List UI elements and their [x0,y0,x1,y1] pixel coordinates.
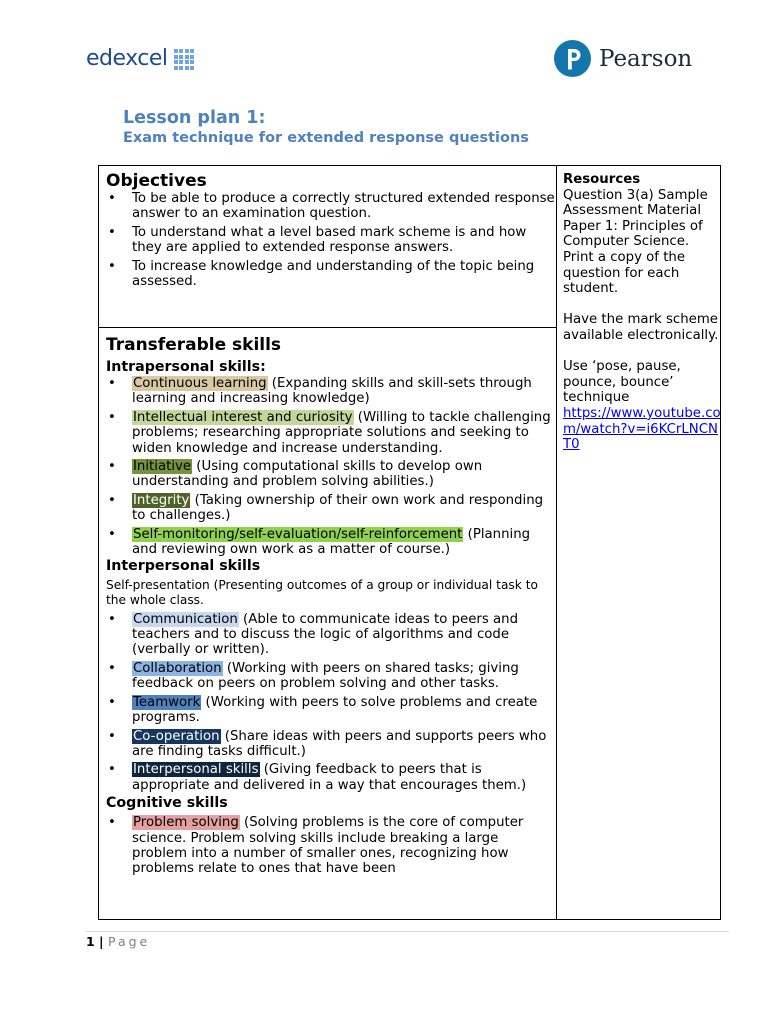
skill-description: (Taking ownership of their own work and responding to challenges.) [132,492,544,524]
resources-cell [563,172,721,453]
skill-term: Integrity [133,492,190,508]
list-item [106,376,556,407]
skill-description: (Solving problems is the core of computer science. Problem solving skills include breaking a large problem into a number of smaller ones, recognizing how problems relate to ones that have been [132,815,524,877]
list-item: • To increase knowledge and understanding of the topic being assessed. [106,259,556,290]
interpersonal-list [106,612,556,793]
skill-description: (Able to communicate ideas to peers and teachers and to discuss the logic of algorithms and code (verbally or written). [132,611,519,658]
skill-term: Problem solving [133,815,239,831]
skill-term: Self-monitoring/self-evaluation/self-reinforcement [133,526,463,542]
list-item [106,815,556,877]
skill-term: Interpersonal skills [133,762,259,778]
resources-text: Use ‘pose, pause, pounce, bounce’ technique [563,359,681,406]
edexcel-grid-icon [174,49,195,70]
intrapersonal-list [106,376,556,557]
list-item [106,661,556,692]
resources-text: Have the mark scheme available electronically. [563,312,719,343]
list-item [106,695,556,726]
skill-term: Intellectual interest and curiosity [133,409,353,425]
cognitive-list [106,815,556,877]
pearson-logo-text: Pearson [599,45,693,72]
list-item: • To be able to produce a correctly structured extended response answer to an examination question. [106,191,556,222]
resources-text: Question 3(a) Sample Assessment Material Paper 1: Principles of Computer Science. Print a copy of the question for each student. [563,187,708,297]
skill-term: Co-operation [133,728,220,744]
edexcel-logo-text: edexcel [86,46,168,71]
skill-term: Collaboration [133,660,222,676]
page-subtitle: Exam technique for extended response questions [123,130,529,146]
table-column-divider [556,165,557,920]
footer-divider [86,931,729,932]
list-item [106,459,556,490]
objectives-cell [106,171,556,292]
list-item [106,527,556,558]
intrapersonal-heading: Intrapersonal skills: [106,359,266,375]
list-item [106,612,556,658]
skill-description: (Share ideas with peers and supports peers who are finding tasks difficult.) [132,728,547,759]
skill-description: (Working with peers on shared tasks; giving feedback on peers on problem solving and other tasks. [132,660,519,692]
page-title: Lesson plan 1: [123,108,266,128]
pearson-logo [554,40,692,77]
list-item [106,410,556,456]
page-number: 1 [86,934,95,949]
page-label: Page [107,934,151,949]
skill-term: Teamwork [133,694,201,710]
interpersonal-heading: Interpersonal skills [106,558,261,575]
edexcel-logo [86,46,194,71]
cognitive-heading: Cognitive skills [106,795,228,812]
interpersonal-intro: Self-presentation (Presenting outcomes of a group or individual task to the whole class. [106,578,538,608]
page-separator: | [94,934,108,949]
resources-heading: Resources [563,172,641,187]
youtube-link[interactable]: https://www.youtube.com/watch?v=i6KCrLNCNT0 [563,405,721,453]
table-row-divider [98,327,556,328]
skill-description: (Giving feedback to peers that is appropriate and delivered in a way that encourages them.) [132,762,527,793]
list-item [106,729,556,760]
skill-term: Initiative [133,459,192,475]
objectives-heading: Objectives [106,171,207,191]
skill-description: (Expanding skills and skill-sets through learning and increasing knowledge) [132,376,532,407]
skill-term: Communication [133,611,238,627]
skill-description: (Using computational skills to develop own understanding and problem solving abilities.) [132,459,483,490]
skills-heading: Transferable skills [106,335,282,355]
objectives-list [106,191,556,289]
skills-cell [106,335,556,880]
skill-description: (Working with peers to solve problems and create programs. [132,694,538,726]
page-footer [86,934,150,949]
list-item [106,493,556,524]
skill-description: (Willing to tackle challenging problems; researching appropriate solutions and seeking to widen knowledge and increase understanding. [132,409,551,456]
skill-term: Continuous learning [133,376,267,391]
skill-description: (Planning and reviewing own work as a matter of course.) [132,526,531,558]
list-item: • To understand what a level based mark scheme is and how they are applied to extended response answers. [106,225,556,256]
pearson-p-icon [554,40,591,77]
list-item [106,762,556,793]
